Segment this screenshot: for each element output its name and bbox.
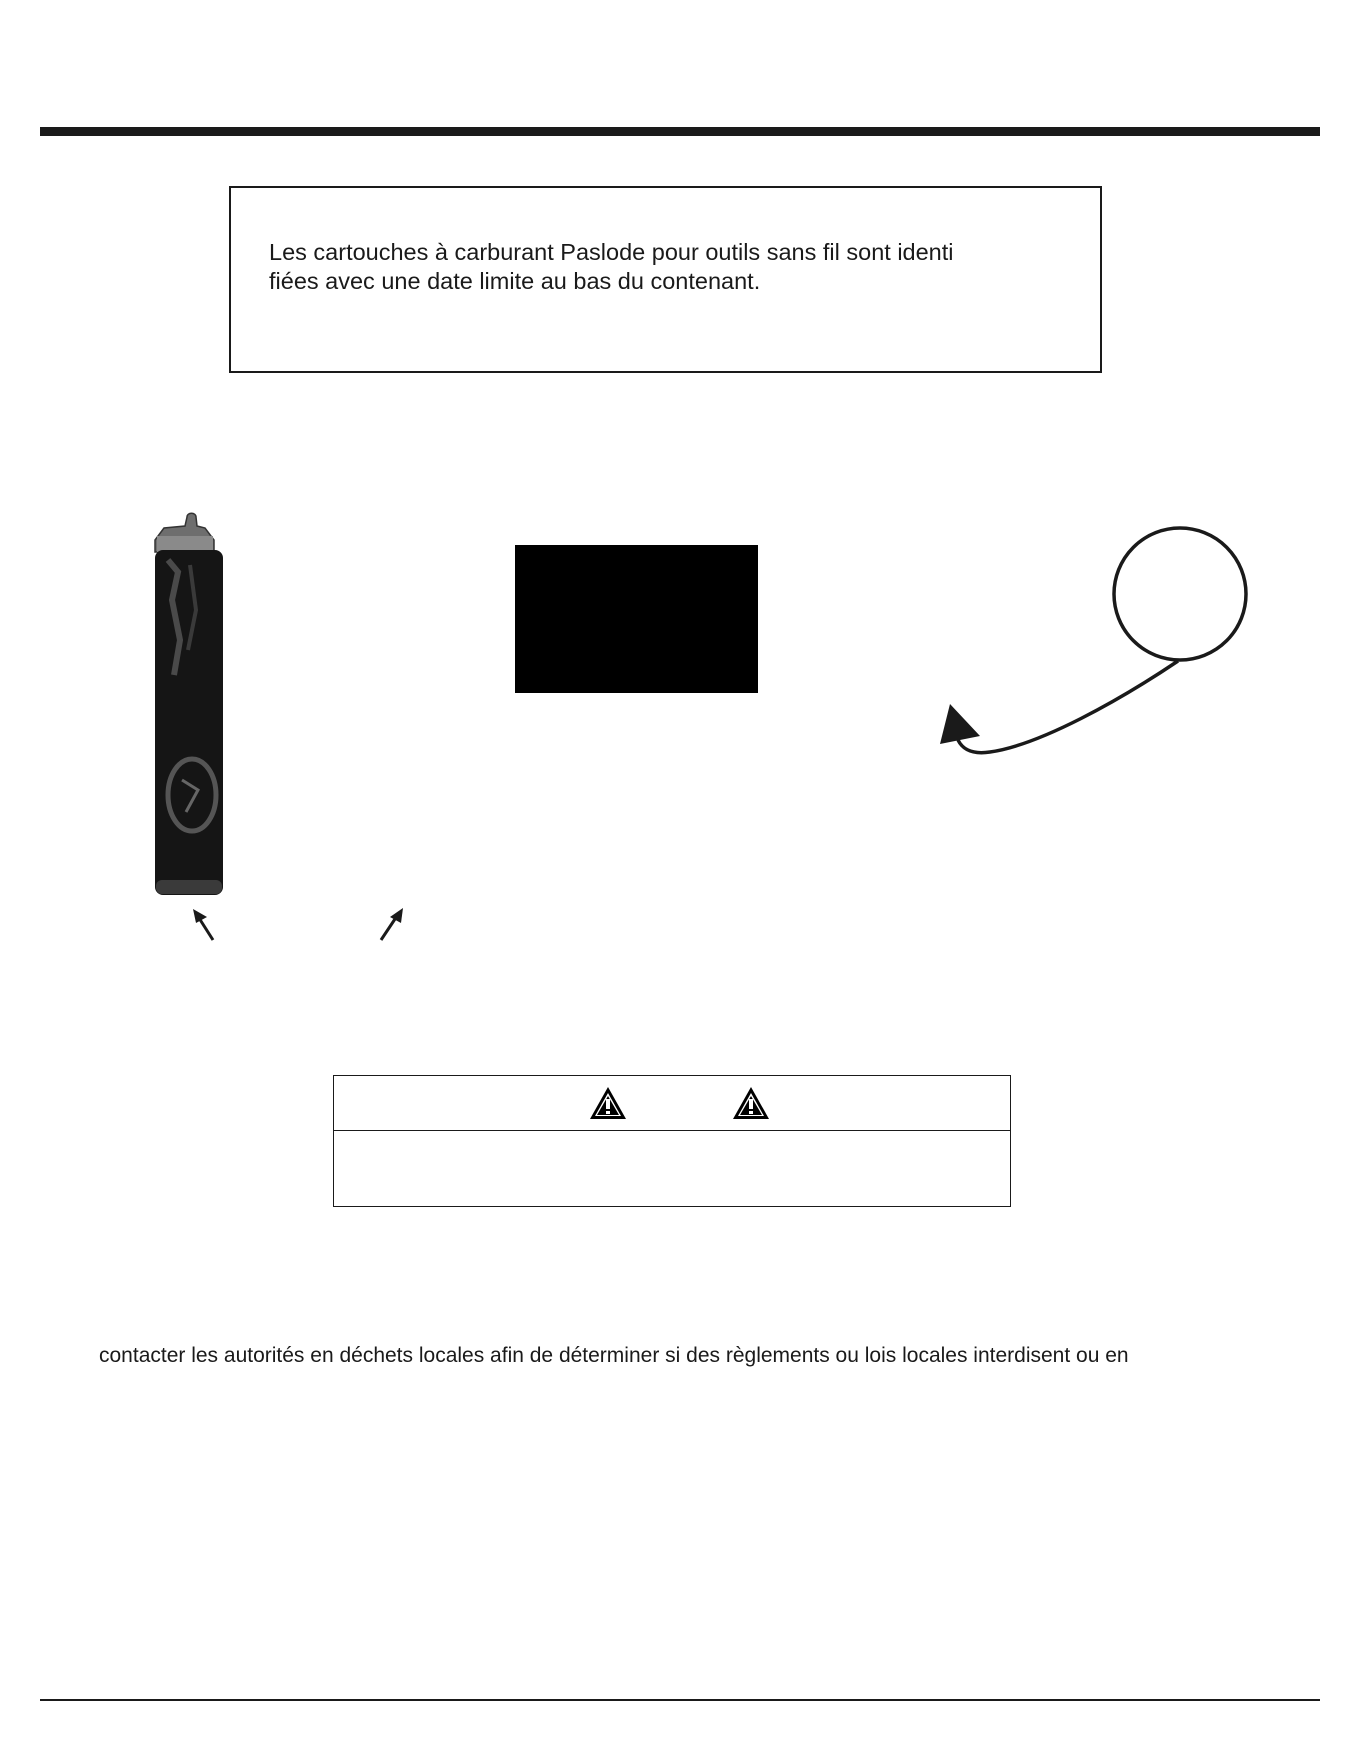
body-text: contacter les autorités en déchets locales afin de déterminer si des règlements ou lois locales interdisent ou en: [99, 1344, 1129, 1367]
curved-arrow: [940, 661, 1178, 753]
bottom-rule: [40, 1699, 1320, 1701]
redacted-block: [515, 545, 758, 693]
top-rule: [40, 127, 1320, 136]
magnifier-circle: [1114, 528, 1246, 660]
pointer-arrow-left: [193, 909, 213, 940]
warning-header: [334, 1076, 1010, 1131]
cartridge-figure: [0, 500, 1361, 960]
fuel-cartridge: [155, 513, 223, 895]
notice-text: Les cartouches à carburant Paslode pour outils sans fil sont identi fiées avec une date limite au bas du contenant.: [269, 239, 954, 294]
warning-triangle-icon: [732, 1086, 770, 1120]
pointer-arrow-right: [381, 908, 403, 940]
notice-box: [229, 186, 1102, 373]
warning-box: [333, 1075, 1011, 1207]
warning-triangle-icon: [589, 1086, 627, 1120]
